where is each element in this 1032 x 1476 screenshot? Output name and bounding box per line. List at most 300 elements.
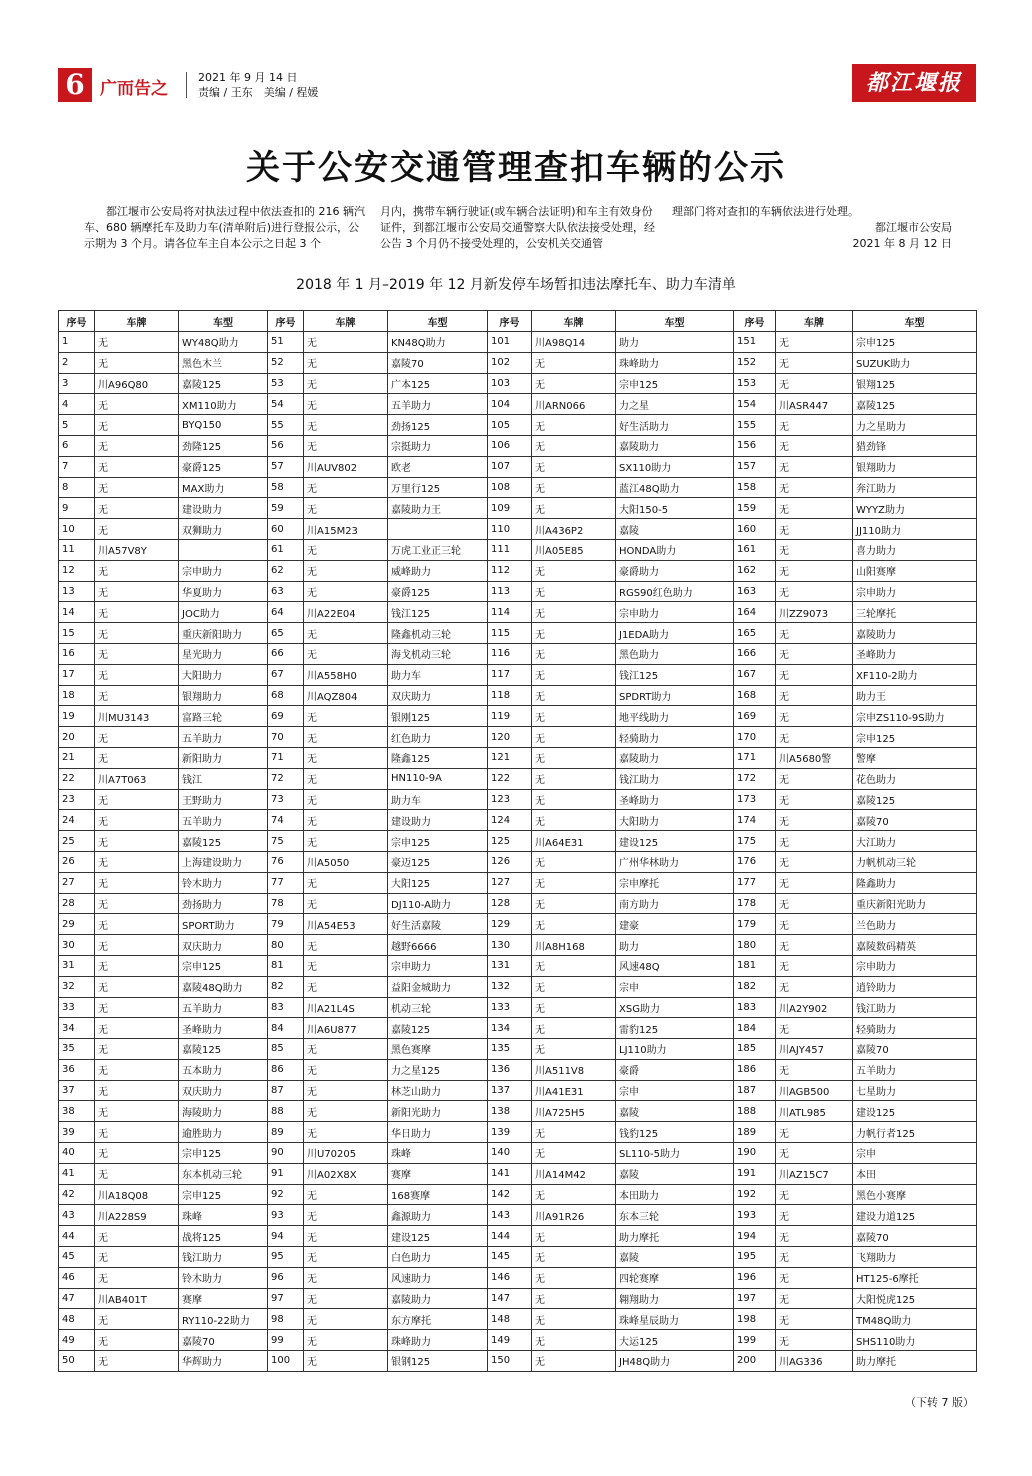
issue-date: 2021 年 9 月 14 日	[198, 71, 298, 84]
table-cell: 大阳助力	[616, 810, 734, 831]
table-cell: 川A14M42	[532, 1163, 616, 1184]
table-cell: 大阳悦虎125	[853, 1288, 977, 1309]
table-row	[59, 435, 977, 456]
column-header: 车型	[616, 311, 734, 332]
table-cell: 黑色木兰	[179, 352, 268, 373]
table-cell: 川AJY457	[776, 1039, 853, 1060]
table-cell: 70	[268, 727, 304, 748]
table-cell: 无	[776, 1288, 853, 1309]
table-cell: 104	[488, 394, 532, 415]
table-cell: 24	[59, 810, 95, 831]
table-cell: 53	[268, 373, 304, 394]
column-header: 车型	[388, 311, 488, 332]
table-cell: 川A18Q08	[95, 1184, 179, 1205]
table-cell: 无	[304, 768, 388, 789]
table-cell: 川A21L4S	[304, 997, 388, 1018]
table-cell: 无	[304, 560, 388, 581]
table-cell: 无	[95, 831, 179, 852]
table-cell: 重庆新阳光助力	[853, 893, 977, 914]
table-cell: 嘉陵48Q助力	[179, 976, 268, 997]
table-cell: 159	[734, 498, 776, 519]
table-cell: 无	[776, 415, 853, 436]
table-cell: 助力	[616, 935, 734, 956]
table-cell: 翱翔助力	[616, 1288, 734, 1309]
table-cell: 川A98Q14	[532, 332, 616, 353]
table-row	[59, 1247, 977, 1268]
table-row	[59, 955, 977, 976]
table-cell: 172	[734, 768, 776, 789]
table-cell: 66	[268, 643, 304, 664]
table-cell: 宗申125	[853, 332, 977, 353]
table-cell: 50	[59, 1351, 95, 1372]
table-row	[59, 1184, 977, 1205]
table-row	[59, 893, 977, 914]
table-cell: 123	[488, 789, 532, 810]
table-cell: 无	[304, 415, 388, 436]
table-cell: 65	[268, 623, 304, 644]
table-cell: 无	[532, 976, 616, 997]
column-header: 车牌	[532, 311, 616, 332]
table-body	[59, 332, 977, 1372]
table-row	[59, 810, 977, 831]
table-cell: 无	[532, 1184, 616, 1205]
table-row	[59, 623, 977, 644]
table-cell: 无	[304, 893, 388, 914]
table-cell: 147	[488, 1288, 532, 1309]
table-cell: 136	[488, 1059, 532, 1080]
table-cell: 无	[532, 456, 616, 477]
table-cell: 91	[268, 1163, 304, 1184]
table-cell: 无	[776, 955, 853, 976]
table-cell: 无	[532, 435, 616, 456]
table-cell: 铃木助力	[179, 872, 268, 893]
table-cell: 五羊助力	[179, 810, 268, 831]
table-cell: 46	[59, 1267, 95, 1288]
table-cell: 华夏助力	[179, 581, 268, 602]
table-cell: 宗申助力	[179, 560, 268, 581]
table-cell: 华日助力	[388, 1122, 488, 1143]
table-cell: 川A91R26	[532, 1205, 616, 1226]
table-cell: 无	[776, 352, 853, 373]
table-cell: 力帆行者125	[853, 1122, 977, 1143]
table-cell: 川A96Q80	[95, 373, 179, 394]
table-cell: 无	[95, 727, 179, 748]
table-cell: 134	[488, 1018, 532, 1039]
table-cell: 无	[95, 498, 179, 519]
table-cell: 无	[532, 623, 616, 644]
header-divider	[186, 72, 187, 98]
table-row	[59, 415, 977, 436]
table-cell: 无	[95, 519, 179, 540]
table-cell: 川A5680警	[776, 747, 853, 768]
table-cell: 川A57V8Y	[95, 539, 179, 560]
table-cell: 川A558H0	[304, 664, 388, 685]
table-cell: 赛摩	[179, 1288, 268, 1309]
table-cell: 17	[59, 664, 95, 685]
table-cell: 22	[59, 768, 95, 789]
table-cell: 8	[59, 477, 95, 498]
table-cell: 42	[59, 1184, 95, 1205]
table-cell: 13	[59, 581, 95, 602]
table-cell: 180	[734, 935, 776, 956]
table-cell: 川A8H168	[532, 935, 616, 956]
table-cell: 68	[268, 685, 304, 706]
table-cell: 川A6U877	[304, 1018, 388, 1039]
table-cell: 16	[59, 643, 95, 664]
table-cell: 54	[268, 394, 304, 415]
table-cell: 上海建设助力	[179, 851, 268, 872]
table-cell: 嘉陵125	[388, 1018, 488, 1039]
table-cell: DJ110-A助力	[388, 893, 488, 914]
table-cell: 38	[59, 1101, 95, 1122]
table-cell: 嘉陵125	[179, 831, 268, 852]
table-cell: 川ARN066	[532, 394, 616, 415]
table-cell: 无	[532, 893, 616, 914]
table-cell: 无	[532, 851, 616, 872]
table-cell: 79	[268, 914, 304, 935]
table-cell: 109	[488, 498, 532, 519]
table-cell: 建豪	[616, 914, 734, 935]
table-cell: 无	[776, 727, 853, 748]
table-cell: 逾胜助力	[179, 1122, 268, 1143]
table-cell: 152	[734, 352, 776, 373]
table-cell: 兰色助力	[853, 914, 977, 935]
table-cell: 无	[776, 623, 853, 644]
table-cell: 200	[734, 1351, 776, 1372]
table-cell: 无	[776, 768, 853, 789]
table-cell: 宗申	[853, 1143, 977, 1164]
table-cell: 139	[488, 1122, 532, 1143]
table-cell: 无	[95, 914, 179, 935]
table-cell: 无	[95, 1122, 179, 1143]
table-row	[59, 935, 977, 956]
table-cell: 191	[734, 1163, 776, 1184]
table-cell: 无	[304, 1205, 388, 1226]
table-cell: 无	[95, 415, 179, 436]
table-cell: 60	[268, 519, 304, 540]
table-cell: 威峰助力	[388, 560, 488, 581]
table-cell: 无	[95, 1330, 179, 1351]
table-row	[59, 1101, 977, 1122]
table-cell: 无	[95, 1163, 179, 1184]
table-cell: 无	[95, 893, 179, 914]
table-cell: 宗申助力	[616, 602, 734, 623]
table-cell: 4	[59, 394, 95, 415]
table-cell: 豪爵助力	[616, 560, 734, 581]
table-cell: 力之星助力	[853, 415, 977, 436]
table-cell: 142	[488, 1184, 532, 1205]
table-cell: 万里行125	[388, 477, 488, 498]
table-cell: 18	[59, 685, 95, 706]
table-cell: 49	[59, 1330, 95, 1351]
table-cell: 无	[532, 1143, 616, 1164]
table-cell: 无	[532, 1309, 616, 1330]
table-cell: 143	[488, 1205, 532, 1226]
section-name: 广而告之	[100, 79, 168, 99]
table-row	[59, 373, 977, 394]
table-cell: 川A725H5	[532, 1101, 616, 1122]
table-cell: 轻骑助力	[853, 1018, 977, 1039]
table-cell: 助力摩托	[853, 1351, 977, 1372]
table-cell: 69	[268, 706, 304, 727]
table-cell: 无	[95, 1018, 179, 1039]
table-cell: 好生活助力	[616, 415, 734, 436]
table-cell: 无	[776, 498, 853, 519]
table-cell: 无	[95, 976, 179, 997]
table-cell: 55	[268, 415, 304, 436]
table-cell: 165	[734, 623, 776, 644]
table-cell: 宗申125	[853, 727, 977, 748]
table-cell: 钱江助力	[179, 1247, 268, 1268]
table-cell: 105	[488, 415, 532, 436]
table-cell: 163	[734, 581, 776, 602]
table-cell: 银钢125	[388, 1351, 488, 1372]
table-cell: 77	[268, 872, 304, 893]
table-cell: 飞翔助力	[853, 1247, 977, 1268]
table-cell: 186	[734, 1059, 776, 1080]
table-cell: 无	[776, 332, 853, 353]
table-cell: 嘉陵70	[853, 810, 977, 831]
table-cell: 无	[304, 1059, 388, 1080]
table-cell: 141	[488, 1163, 532, 1184]
table-cell: 116	[488, 643, 532, 664]
table-cell: 宗申	[616, 1080, 734, 1101]
table-cell: 豪爵	[616, 1059, 734, 1080]
table-cell: 珠峰助力	[388, 1330, 488, 1351]
table-row	[59, 352, 977, 373]
table-cell: 144	[488, 1226, 532, 1247]
table-cell: 大江助力	[853, 831, 977, 852]
table-cell: 无	[95, 332, 179, 353]
table-cell: 9	[59, 498, 95, 519]
table-cell: 黑色赛摩	[388, 1039, 488, 1060]
table-row	[59, 1059, 977, 1080]
table-cell: 135	[488, 1039, 532, 1060]
table-cell: 154	[734, 394, 776, 415]
table-cell: 机动三轮	[388, 997, 488, 1018]
table-cell: 167	[734, 664, 776, 685]
table-cell: 140	[488, 1143, 532, 1164]
table-cell: 127	[488, 872, 532, 893]
table-cell: 92	[268, 1184, 304, 1205]
table-cell: 84	[268, 1018, 304, 1039]
table-cell: 188	[734, 1101, 776, 1122]
table-cell: 豪爵125	[388, 581, 488, 602]
table-cell: 无	[532, 955, 616, 976]
table-cell: 力之星	[616, 394, 734, 415]
table-cell: 175	[734, 831, 776, 852]
table-cell: 25	[59, 831, 95, 852]
table-cell: 珠峰	[388, 1143, 488, 1164]
table-cell: 五本助力	[179, 1059, 268, 1080]
table-cell: 118	[488, 685, 532, 706]
table-cell: 红色助力	[388, 727, 488, 748]
table-cell: 无	[304, 747, 388, 768]
table-cell: 万虎工业正三轮	[388, 539, 488, 560]
table-cell: 无	[95, 435, 179, 456]
table-cell: 41	[59, 1163, 95, 1184]
table-cell: 151	[734, 332, 776, 353]
table-cell: 无	[776, 914, 853, 935]
table-cell: 川A5050	[304, 851, 388, 872]
table-cell: 双庆助力	[179, 1080, 268, 1101]
table-cell: 无	[95, 643, 179, 664]
table-cell: 182	[734, 976, 776, 997]
table-cell: 7	[59, 456, 95, 477]
table-cell: 川ASR447	[776, 394, 853, 415]
table-cell: 川A02X8X	[304, 1163, 388, 1184]
table-cell: 无	[304, 1288, 388, 1309]
table-cell: 钱江125	[388, 602, 488, 623]
table-cell: 无	[532, 1247, 616, 1268]
table-cell: 无	[304, 872, 388, 893]
table-cell: 川A436P2	[532, 519, 616, 540]
table-cell: 王野助力	[179, 789, 268, 810]
table-cell: 19	[59, 706, 95, 727]
table-cell: 川A22E04	[304, 602, 388, 623]
table-cell: 100	[268, 1351, 304, 1372]
table-cell: 150	[488, 1351, 532, 1372]
table-cell: 海戈机动三轮	[388, 643, 488, 664]
table-row	[59, 1309, 977, 1330]
column-header: 车牌	[95, 311, 179, 332]
table-cell: 东方摩托	[388, 1309, 488, 1330]
table-row	[59, 1330, 977, 1351]
table-cell: 五羊助力	[388, 394, 488, 415]
table-cell: 雷豹125	[616, 1018, 734, 1039]
table-cell: 86	[268, 1059, 304, 1080]
table-cell: 宗申ZS110-9S助力	[853, 706, 977, 727]
table-cell: 189	[734, 1122, 776, 1143]
table-cell: 129	[488, 914, 532, 935]
table-cell: 林芝山助力	[388, 1080, 488, 1101]
intro-col-3-text: 理部门将对查扣的车辆依法进行处理。	[672, 205, 859, 218]
table-cell: 无	[776, 1059, 853, 1080]
table-cell: J1EDA助力	[616, 623, 734, 644]
table-cell: 96	[268, 1267, 304, 1288]
table-cell: 112	[488, 560, 532, 581]
table-cell: 益阳金城助力	[388, 976, 488, 997]
table-cell: SX110助力	[616, 456, 734, 477]
table-cell: 宗申125	[179, 955, 268, 976]
table-cell: 无	[776, 664, 853, 685]
page-header	[58, 64, 976, 104]
table-cell: 川AZ15C7	[776, 1163, 853, 1184]
table-cell: 无	[304, 706, 388, 727]
table-cell: 173	[734, 789, 776, 810]
table-cell: 嘉陵70	[179, 1330, 268, 1351]
table-cell: 无	[532, 810, 616, 831]
table-cell: 好生活嘉陵	[388, 914, 488, 935]
table-cell: 豪爵125	[179, 456, 268, 477]
table-row	[59, 560, 977, 581]
table-row	[59, 997, 977, 1018]
table-cell: 无	[95, 477, 179, 498]
table-cell: HN110-9A	[388, 768, 488, 789]
table-cell: 宗申125	[388, 831, 488, 852]
table-row	[59, 643, 977, 664]
table-cell: 宗申125	[616, 373, 734, 394]
table-cell: 无	[532, 768, 616, 789]
table-cell: 嘉陵助力王	[388, 498, 488, 519]
table-cell: 无	[532, 643, 616, 664]
table-cell: 助力	[616, 332, 734, 353]
table-cell: 隆鑫助力	[853, 872, 977, 893]
table-cell: 75	[268, 831, 304, 852]
table-cell: 80	[268, 935, 304, 956]
table-cell: 无	[532, 560, 616, 581]
table-cell: 嘉陵125	[853, 394, 977, 415]
table-cell: 川A64E31	[532, 831, 616, 852]
table-row	[59, 602, 977, 623]
column-header: 车牌	[776, 311, 853, 332]
table-cell: 47	[59, 1288, 95, 1309]
intro-col-1: 都江堰市公安局将对执法过程中依法查扣的 216 辆汽车、680 辆摩托车及助力车(清单附后)进行登报公示，公示期为 3 个月。请各位车主自本公示之日起 3 个	[84, 205, 365, 250]
table-cell: 建设125	[388, 1226, 488, 1247]
table-cell: 川A54E53	[304, 914, 388, 935]
table-cell: 无	[95, 456, 179, 477]
table-cell: 36	[59, 1059, 95, 1080]
table-row	[59, 477, 977, 498]
table-cell: 战将125	[179, 1226, 268, 1247]
newspaper-logo: 都江堰报	[852, 64, 976, 102]
table-row	[59, 747, 977, 768]
table-cell: 华辉助力	[179, 1351, 268, 1372]
table-cell: 2	[59, 352, 95, 373]
table-cell: 珠峰	[179, 1205, 268, 1226]
table-cell: 无	[776, 643, 853, 664]
table-cell: 无	[304, 789, 388, 810]
table-cell: 新阳助力	[179, 747, 268, 768]
table-cell: 无	[532, 685, 616, 706]
table-cell: 银翔125	[853, 373, 977, 394]
table-cell: 117	[488, 664, 532, 685]
table-cell: 184	[734, 1018, 776, 1039]
table-cell: 大阳助力	[179, 664, 268, 685]
table-cell: 无	[95, 872, 179, 893]
table-cell: 嘉陵70	[853, 1226, 977, 1247]
table-cell: 125	[488, 831, 532, 852]
table-cell: 隆鑫机动三轮	[388, 623, 488, 644]
table-cell: 21	[59, 747, 95, 768]
table-cell: 鑫源助力	[388, 1205, 488, 1226]
table-cell: 银翔助力	[179, 685, 268, 706]
table-cell: 171	[734, 747, 776, 768]
table-cell: 130	[488, 935, 532, 956]
table-cell: 无	[304, 1267, 388, 1288]
column-header: 车牌	[304, 311, 388, 332]
table-cell: 137	[488, 1080, 532, 1101]
table-cell: 三轮摩托	[853, 602, 977, 623]
table-cell: 5	[59, 415, 95, 436]
table-cell: 川AG336	[776, 1351, 853, 1372]
table-row	[59, 851, 977, 872]
table-cell: 无	[532, 498, 616, 519]
table-cell: 地平线助力	[616, 706, 734, 727]
table-cell: 71	[268, 747, 304, 768]
table-cell: 87	[268, 1080, 304, 1101]
table-cell: 63	[268, 581, 304, 602]
table-cell: 146	[488, 1267, 532, 1288]
table-cell: 无	[532, 706, 616, 727]
table-cell: XF110-2助力	[853, 664, 977, 685]
table-cell: 111	[488, 539, 532, 560]
table-cell: 无	[776, 539, 853, 560]
table-cell: 无	[776, 435, 853, 456]
table-cell: 银翔助力	[853, 456, 977, 477]
table-cell: 无	[304, 810, 388, 831]
table-cell: 喜力助力	[853, 539, 977, 560]
